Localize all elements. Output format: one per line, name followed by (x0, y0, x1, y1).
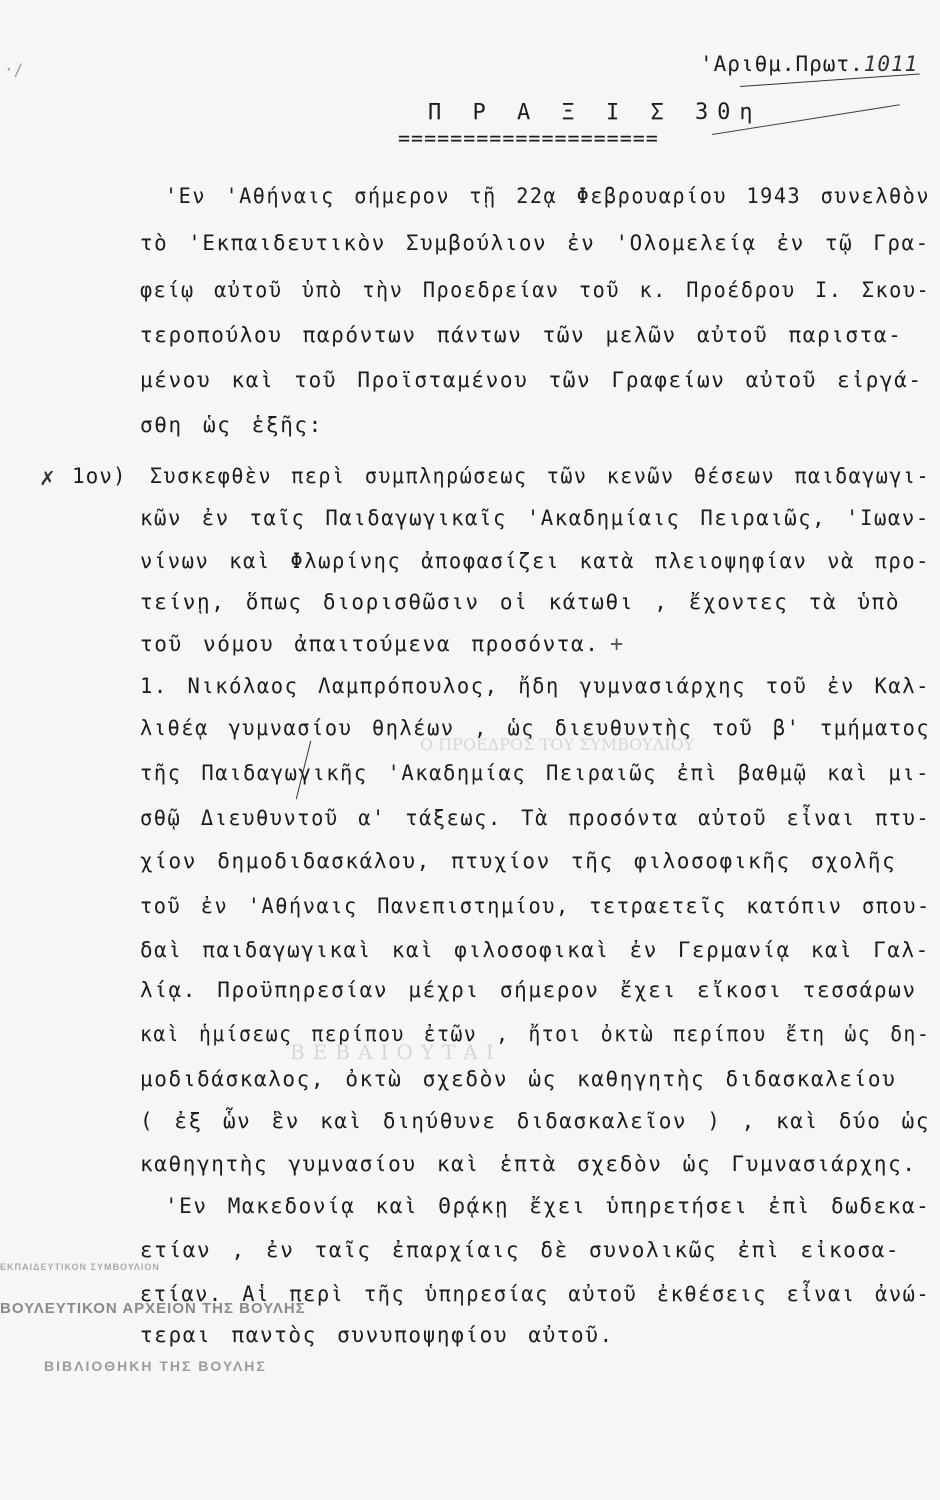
intro-line: φείῳ αὐτοῦ ὑπὸ τὴν Προεδρείαν τοῦ κ. Προέδρου Ι. Σκου- (140, 278, 931, 302)
handwritten-plus-mark: + (610, 632, 624, 657)
candidate-line: λιθέᾳ γυμνασίου θηλέων , ὡς διευθυντὴς τοῦ β' τμήματος (140, 716, 931, 740)
candidate-line: χίον δημοδιδασκάλου, πτυχίον τῆς φιλοσοφικῆς σχολῆς (140, 849, 897, 873)
intro-line: 'Εν 'Αθήναις σήμερον τῇ 22ᾳ Φεβρουαρίου 1943 συνελθὸν (165, 184, 931, 208)
item-line: Συσκεφθὲν περὶ συμπληρώσεως τῶν κενῶν θέσεων παιδαγωγι- (150, 464, 931, 488)
intro-line: τὸ 'Εκπαιδευτικὸν Συμβούλιον ἐν 'Ολομελείᾳ ἐν τῷ Γρα- (140, 231, 930, 255)
candidate-line: τοῦ ἐν 'Αθήναις Πανεπιστημίου, τετραετεῖς κατόπιν σπου- (140, 894, 931, 918)
candidate-line: σθῷ Διευθυντοῦ α' τάξεως. Τὰ προσόντα αὐτοῦ εἶναι πτυ- (140, 806, 931, 830)
document-title: Π Ρ Α Ξ Ι Σ 30η (428, 100, 762, 125)
protocol-reference (700, 52, 918, 76)
archive-stamp: ΒΟΥΛΕΥΤΙΚΟΝ ΑΡΧΕΙΟΝ ΤΗΣ ΒΟΥΛΗΣ (0, 1300, 306, 1317)
edge-mark: ·/ (4, 60, 24, 79)
candidate-line: ετίαν. Αἱ περὶ τῆς ὑπηρεσίας αὐτοῦ ἐκθέσεις εἶναι ἀνώ- (140, 1282, 931, 1306)
candidate-line: ετίαν , ἐν ταῖς ἐπαρχίαις δὲ συνολικῶς ἐπὶ εἰκοσα- (140, 1238, 901, 1262)
title-underline: ==================== (398, 126, 659, 150)
library-stamp: ΒΙΒΛΙΟΘΗΚΗ ΤΗΣ ΒΟΥΛΗΣ (44, 1358, 267, 1374)
protocol-label: 'Αριθμ.Πρωτ. (700, 52, 864, 76)
intro-line: τεροπούλου παρόντων πάντων τῶν μελῶν αὐτοῦ παριστα- (140, 323, 903, 347)
item-line: τοῦ νόμου ἀπαιτούμενα προσόντα. (140, 632, 600, 656)
handwritten-cross-mark: ✗ (40, 463, 55, 491)
archive-stamp-small: ΕΚΠΑΙΔΕΥΤΙΚΟΝ ΣΥΜΒΟΥΛΙΟΝ (0, 1262, 160, 1272)
candidate-line: τεραι παντὸς συνυποψηφίου αὐτοῦ. (140, 1323, 614, 1347)
intro-line: μένου καὶ τοῦ Προϊσταμένου τῶν Γραφείων αὐτοῦ εἰργά- (140, 368, 923, 392)
item-line: τείνῃ, ὅπως διορισθῶσιν οἱ κάτωθι , ἔχοντες τὰ ὑπὸ (140, 590, 901, 614)
item-line: κῶν ἐν ταῖς Παιδαγωγικαῖς 'Ακαδημίαις Πειραιῶς, 'Ιωαν- (140, 506, 930, 530)
protocol-number: 1011 (863, 52, 919, 76)
candidate-line: δαὶ παιδαγωγικαὶ καὶ φιλοσοφικαὶ ἐν Γερμανίᾳ καὶ Γαλ- (140, 938, 930, 962)
bleed-through-text: Ο ΠΡΟΕΔΡΟΣ ΤΟΥ ΣΥΜΒΟΥΛΙΟΥ (420, 735, 695, 754)
candidate-line: 1. Νικόλαος Λαμπρόπουλος, ἤδη γυμνασιάρχης τοῦ ἐν Καλ- (140, 674, 931, 698)
bleed-through-text: ΒΕΒΑΙΟΥΤΑΙ (290, 1040, 502, 1064)
candidate-line: καὶ ἡμίσεως περίπου ἐτῶν , ἤτοι ὀκτὼ περίπου ἔτη ὡς δη- (140, 1022, 931, 1046)
candidate-line: 'Εν Μακεδονίᾳ καὶ Θρᾴκῃ ἔχει ὑπηρετήσει ἐπὶ δωδεκα- (165, 1194, 931, 1218)
candidate-line: ( ἐξ ὧν ἓν καὶ διηύθυνε διδασκαλεῖον ) , καὶ δύο ὡς (140, 1109, 931, 1133)
candidate-line: καθηγητὴς γυμνασίου καὶ ἑπτὰ σχεδὸν ὡς Γυμνασιάρχης. (140, 1152, 917, 1176)
item-line: νίνων καὶ Φλωρίνης ἀποφασίζει κατὰ πλειοψηφίαν νὰ προ- (140, 549, 931, 573)
candidate-line: λίᾳ. Προϋπηρεσίαν μέχρι σήμερον ἔχει εἴκοσι τεσσάρων (140, 978, 917, 1002)
item-label: 1ον) (72, 464, 127, 488)
candidate-line: τῆς Παιδαγωγικῆς 'Ακαδημίας Πειραιῶς ἐπὶ βαθμῷ καὶ μι- (140, 761, 931, 785)
candidate-line: μοδιδάσκαλος, ὀκτὼ σχεδὸν ὡς καθηγητὴς διδασκαλείου (140, 1067, 897, 1091)
intro-line: σθη ὡς ἑξῆς: (140, 413, 323, 437)
